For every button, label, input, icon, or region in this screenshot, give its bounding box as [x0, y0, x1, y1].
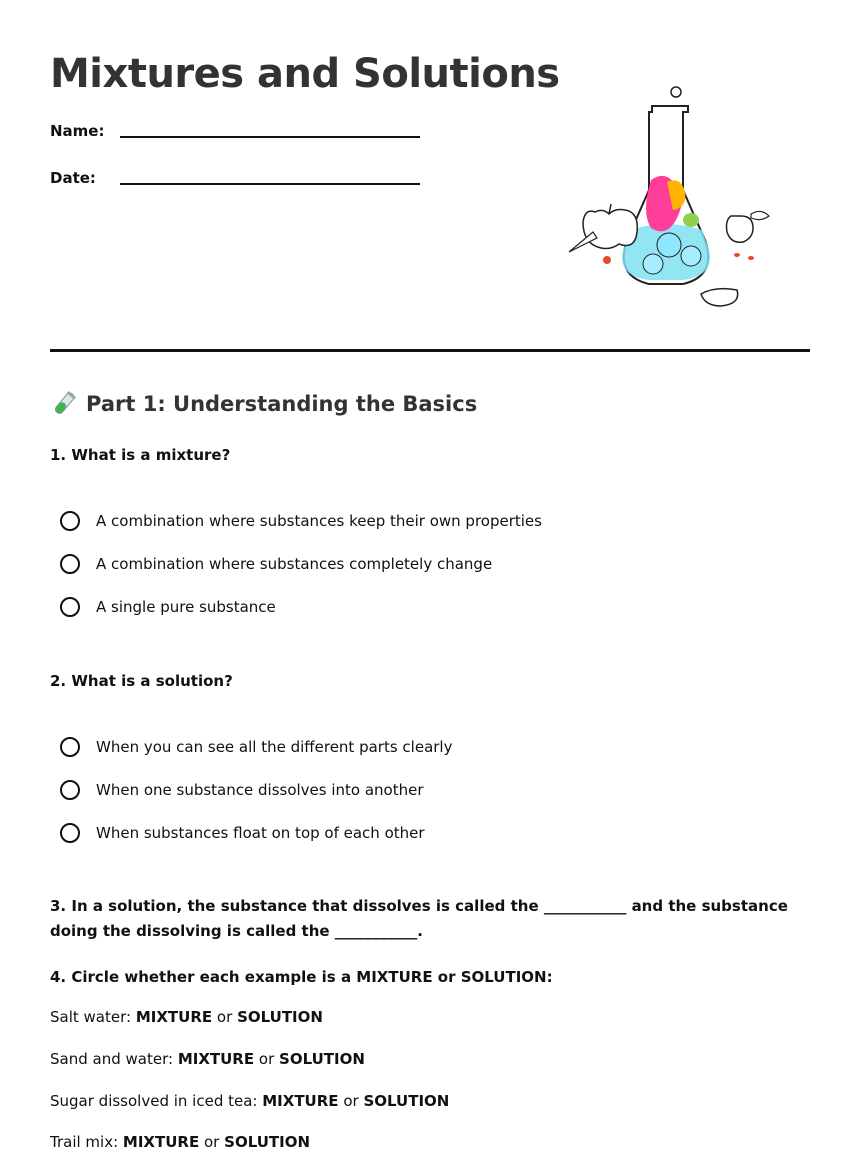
example-row [50, 1008, 323, 1026]
name-label: Name: [50, 122, 105, 140]
example-row [50, 1133, 310, 1151]
or-text: or [204, 1133, 220, 1151]
or-text: or [258, 1050, 275, 1068]
mixture-choice[interactable]: MIXTURE [135, 1008, 213, 1026]
flask-illustration [555, 80, 785, 315]
example-label: Sand and water: [50, 1050, 174, 1068]
example-label: Sugar dissolved in iced tea: [50, 1092, 258, 1110]
q1-option-1[interactable] [60, 511, 542, 531]
mixture-choice[interactable]: MIXTURE [122, 1133, 200, 1151]
mixture-choice[interactable]: MIXTURE [262, 1092, 339, 1110]
radio-circle[interactable] [60, 597, 80, 617]
part1-title [50, 388, 477, 420]
small-apple-icon [727, 211, 770, 260]
option-label: A single pure substance [96, 598, 276, 616]
radio-circle[interactable] [60, 780, 80, 800]
radio-circle[interactable] [60, 511, 80, 531]
question-1: 1. What is a mixture? [50, 446, 231, 464]
name-blank-line[interactable] [120, 136, 420, 138]
question-4: 4. Circle whether each example is a MIXTURE or SOLUTION: [50, 968, 553, 986]
solution-choice[interactable]: SOLUTION [224, 1133, 311, 1151]
radio-circle[interactable] [60, 823, 80, 843]
or-text: or [343, 1092, 359, 1110]
apple-icon [583, 204, 637, 249]
or-text: or [216, 1008, 233, 1026]
example-label: Trail mix: [50, 1133, 119, 1151]
radio-circle[interactable] [60, 737, 80, 757]
part1-title-text: Part 1: Understanding the Basics [86, 392, 478, 416]
leaf-icon [701, 289, 738, 306]
date-label: Date: [50, 169, 96, 187]
q2-option-2[interactable] [60, 780, 424, 800]
example-row [50, 1092, 449, 1110]
solution-choice[interactable]: SOLUTION [363, 1092, 450, 1110]
option-label: A combination where substances keep their own properties [96, 512, 542, 530]
option-label: When you can see all the different parts clearly [96, 738, 453, 756]
date-field [50, 169, 96, 187]
question-2: 2. What is a solution? [50, 672, 233, 690]
example-label: Salt water: [50, 1008, 132, 1026]
option-label: When substances float on top of each other [96, 824, 425, 842]
page-title: Mixtures and Solutions [50, 51, 560, 97]
q1-option-2[interactable] [60, 554, 492, 574]
solution-choice[interactable]: SOLUTION [279, 1050, 365, 1068]
name-field [50, 122, 104, 140]
q2-option-1[interactable] [60, 737, 452, 757]
test-tube-icon [50, 390, 78, 418]
example-row [50, 1050, 365, 1068]
q1-option-3[interactable] [60, 597, 276, 617]
header-divider [50, 349, 810, 352]
solution-choice[interactable]: SOLUTION [237, 1008, 323, 1026]
option-label: A combination where substances completely change [96, 555, 493, 573]
option-label: When one substance dissolves into another [96, 781, 424, 799]
mixture-choice[interactable]: MIXTURE [177, 1050, 255, 1068]
q2-option-3[interactable] [60, 823, 425, 843]
radio-circle[interactable] [60, 554, 80, 574]
question-3: 3. In a solution, the substance that dissolves is called the ___________ and the substance doing the dissolving is called the ___________. [50, 897, 788, 940]
date-blank-line[interactable] [120, 183, 420, 185]
